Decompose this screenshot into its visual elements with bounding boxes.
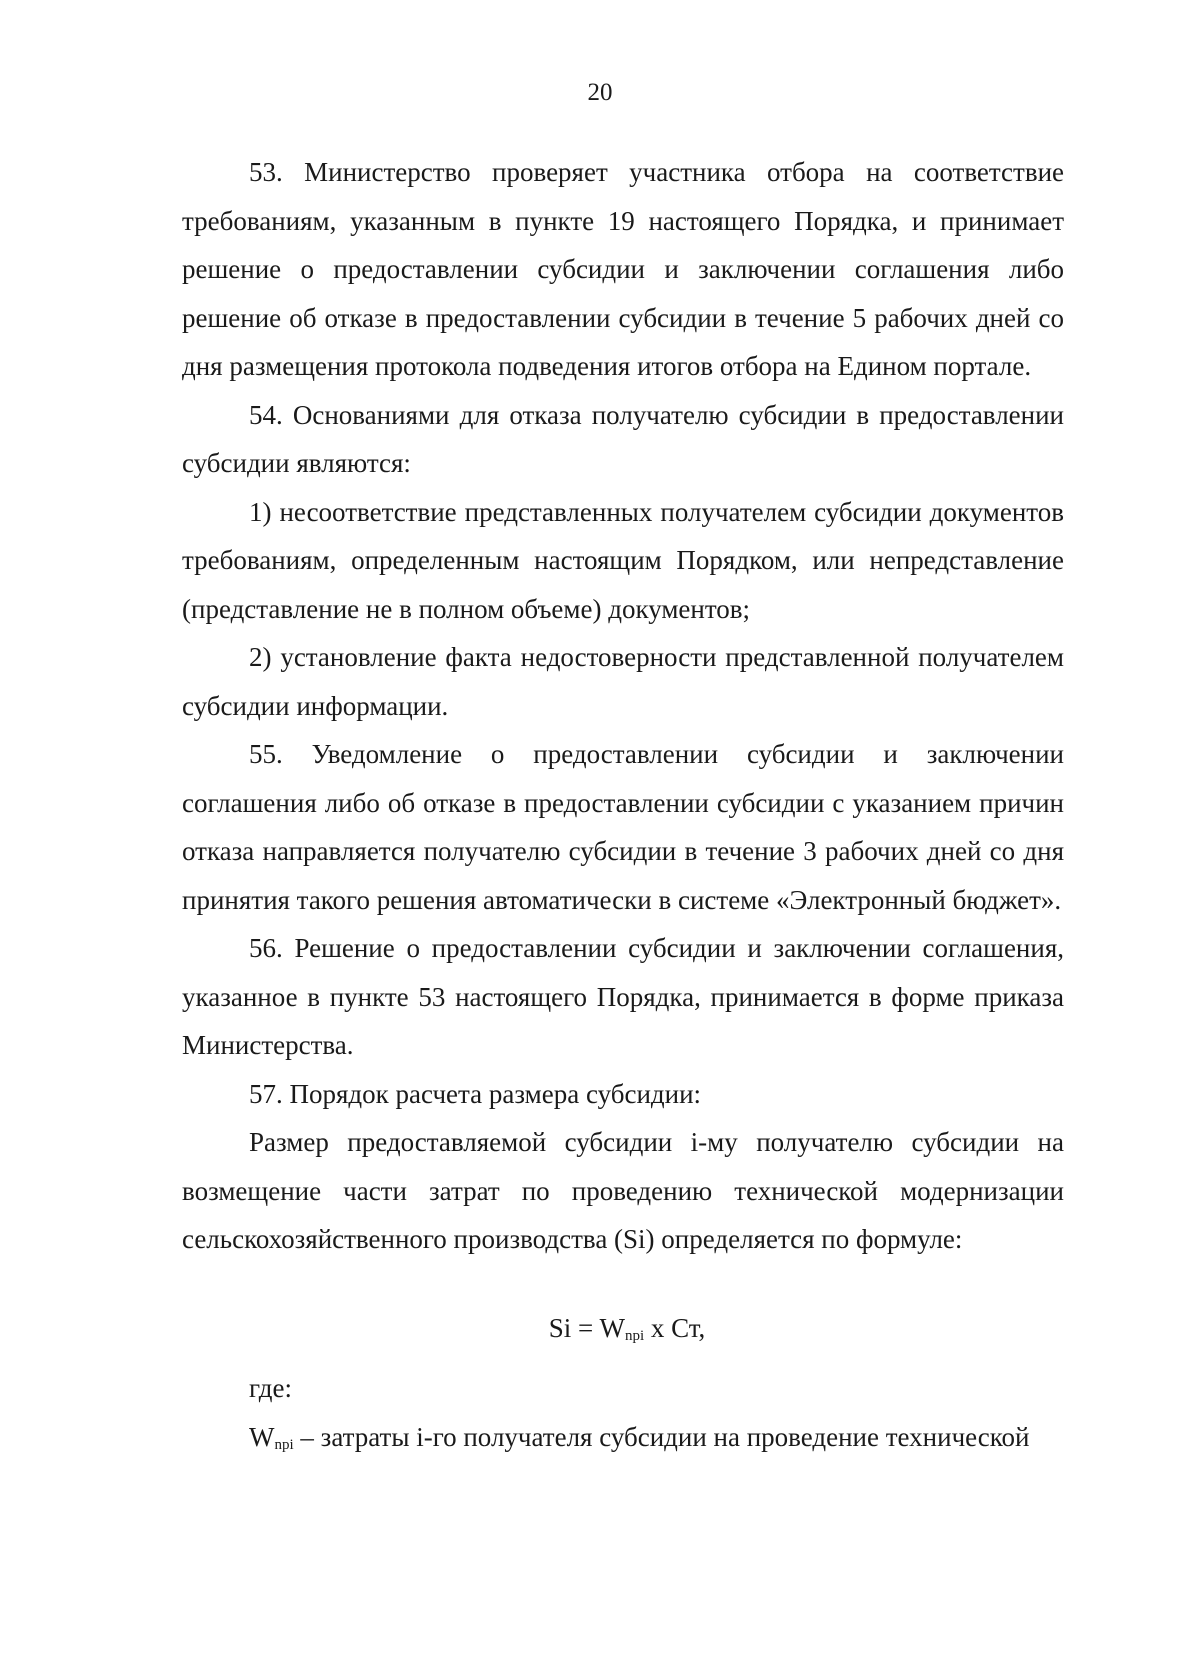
definition-w bbox=[182, 1413, 1064, 1462]
subsidy-formula bbox=[182, 1304, 1064, 1353]
definition-text: – затраты i-го получателя субсидии на проведение технической bbox=[293, 1421, 1030, 1452]
document-body bbox=[182, 148, 1064, 1461]
formula-right: x Ст, bbox=[644, 1312, 706, 1343]
paragraph-54: 54. Основаниями для отказа получателю субсидии в предоставлении субсидии являются: bbox=[182, 399, 1064, 478]
where-label: где: bbox=[249, 1373, 292, 1403]
definition-subscript: npi bbox=[274, 1436, 294, 1453]
paragraph-54-item-2: 2) установление факта недостоверности представленной получателем субсидии информации. bbox=[182, 642, 1064, 721]
paragraph-56: 56. Решение о предоставлении субсидии и заключении соглашения, указанное в пункте 53 настоящего Порядка, принимается в форме приказа Министерства. bbox=[182, 933, 1064, 1060]
page-number: 20 bbox=[587, 79, 613, 106]
formula-subscript: npi bbox=[624, 1327, 645, 1344]
paragraph-53: 53. Министерство проверяет участника отбора на соответствие требованиям, указанным в пункте 19 настоящего Порядка, и принимает решение о предоставлении субсидии и заключении соглашения либо решение об отказе в предоставлении субсидии в течение 5 рабочих дней со дня размещения протокола подведения итогов отбора на Едином портале. bbox=[182, 157, 1064, 381]
paragraph-57: 57. Порядок расчета размера субсидии: bbox=[249, 1078, 702, 1109]
paragraph-55: 55. Уведомление о предоставлении субсидии и заключении соглашения либо об отказе в предоставлении субсидии с указанием причин отказа направляется получателю субсидии в течение 3 рабочих дней со дня принятия такого решения автоматически в системе «Электронный бюджет». bbox=[182, 739, 1064, 915]
formula-left: Si = W bbox=[548, 1312, 625, 1343]
paragraph-57-text: Размер предоставляемой субсидии i-му получателю субсидии на возмещение части затрат по проведению технической модернизации сельскохозяйственного производства (Si) определяется по формуле: bbox=[182, 1127, 1064, 1254]
paragraph-54-item-1: 1) несоответствие представленных получателем субсидии документов требованиям, определенным настоящим Порядком, или непредставление (представление не в полном объеме) документов; bbox=[182, 496, 1064, 624]
definition-symbol: W bbox=[249, 1421, 275, 1452]
